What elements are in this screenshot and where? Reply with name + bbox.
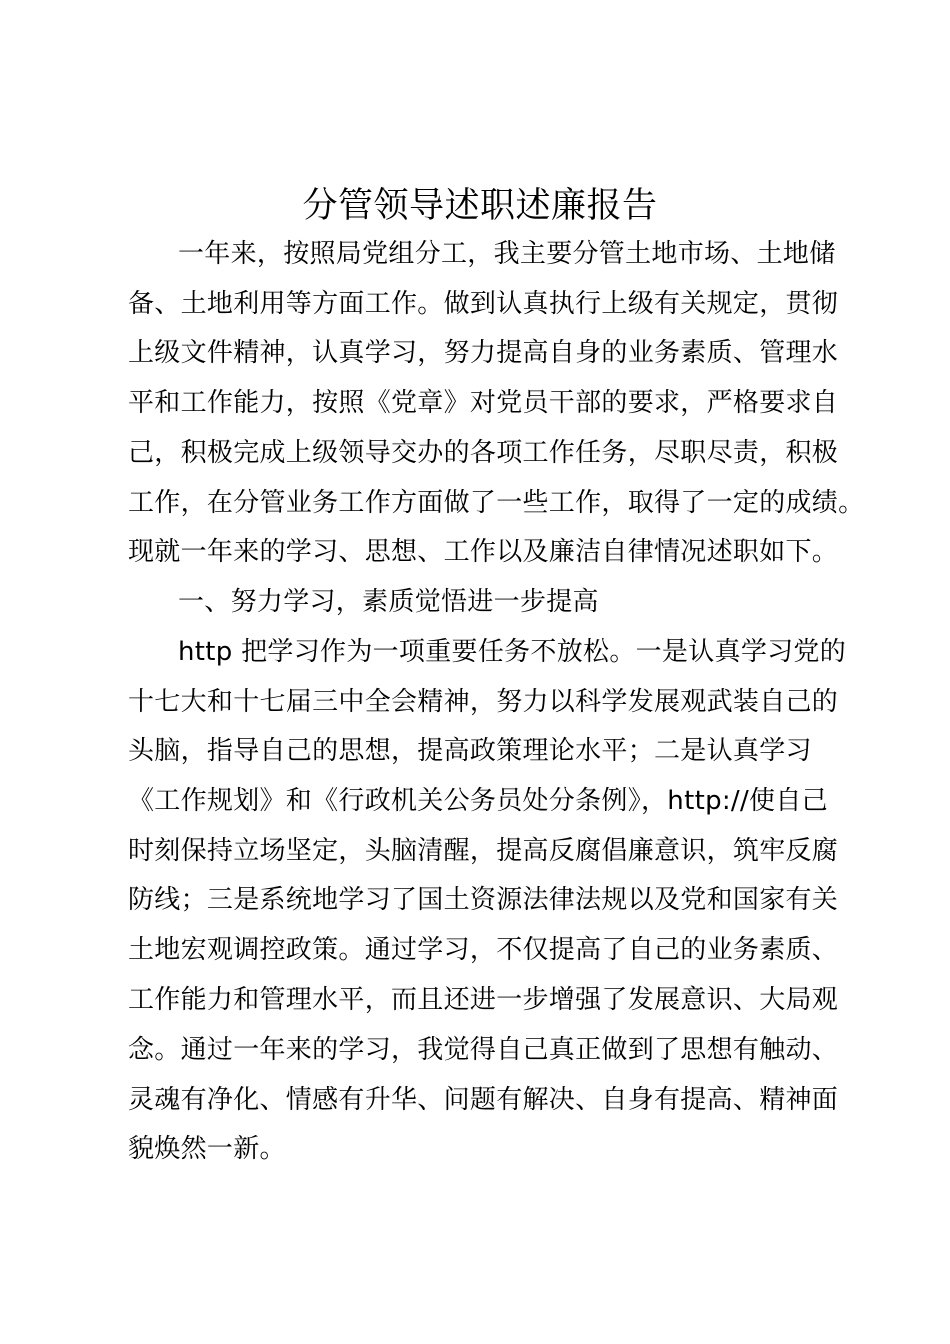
document-title: 分管领导述职述廉报告 <box>302 186 658 226</box>
paragraph-line: 貌焕然一新。 <box>128 1134 286 1164</box>
paragraph-line: 头脑，指导自己的思想，提高政策理论水平；二是认真学习 <box>128 736 812 766</box>
paragraph-line: 一年来，按照局党组分工，我主要分管土地市场、土地储 <box>178 239 836 269</box>
paragraph-line: 十七大和十七届三中全会精神，努力以科学发展观武装自己的 <box>128 687 839 717</box>
paragraph-line: 工作能力和管理水平，而且还进一步增强了发展意识、大局观 <box>128 985 839 1015</box>
paragraph-line: 灵魂有净化、情感有升华、问题有解决、自身有提高、精神面 <box>128 1085 839 1115</box>
paragraph-line: 时刻保持立场坚定，头脑清醒，提高反腐倡廉意识，筑牢反腐 <box>128 836 839 866</box>
paragraph-line: 现就一年来的学习、思想、工作以及廉洁自律情况述职如下。 <box>128 537 839 567</box>
paragraph-line: 防线；三是系统地学习了国土资源法律法规以及党和国家有关 <box>128 885 839 915</box>
paragraph-line: 念。通过一年来的学习，我觉得自己真正做到了思想有触动、 <box>128 1035 839 1065</box>
paragraph-line: 备、土地利用等方面工作。做到认真执行上级有关规定，贯彻 <box>128 289 839 319</box>
paragraph-line: 上级文件精神，认真学习，努力提高自身的业务素质、管理水 <box>128 338 839 368</box>
paragraph-line: 《工作规划》和《行政机关公务员处分条例》，http://使自己 <box>128 786 828 816</box>
paragraph-line: 平和工作能力，按照《党章》对党员干部的要求，严格要求自 <box>128 388 839 418</box>
paragraph-line: http 把学习作为一项重要任务不放松。一是认真学习党的 <box>178 637 847 667</box>
paragraph-line: 己，积极完成上级领导交办的各项工作任务，尽职尽责，积极 <box>128 438 839 468</box>
paragraph-line: 工作，在分管业务工作方面做了一些工作，取得了一定的成绩。 <box>128 488 865 518</box>
paragraph-line: 土地宏观调控政策。通过学习，不仅提高了自己的业务素质、 <box>128 935 839 965</box>
section-heading: 一、努力学习，素质觉悟进一步提高 <box>178 587 599 617</box>
